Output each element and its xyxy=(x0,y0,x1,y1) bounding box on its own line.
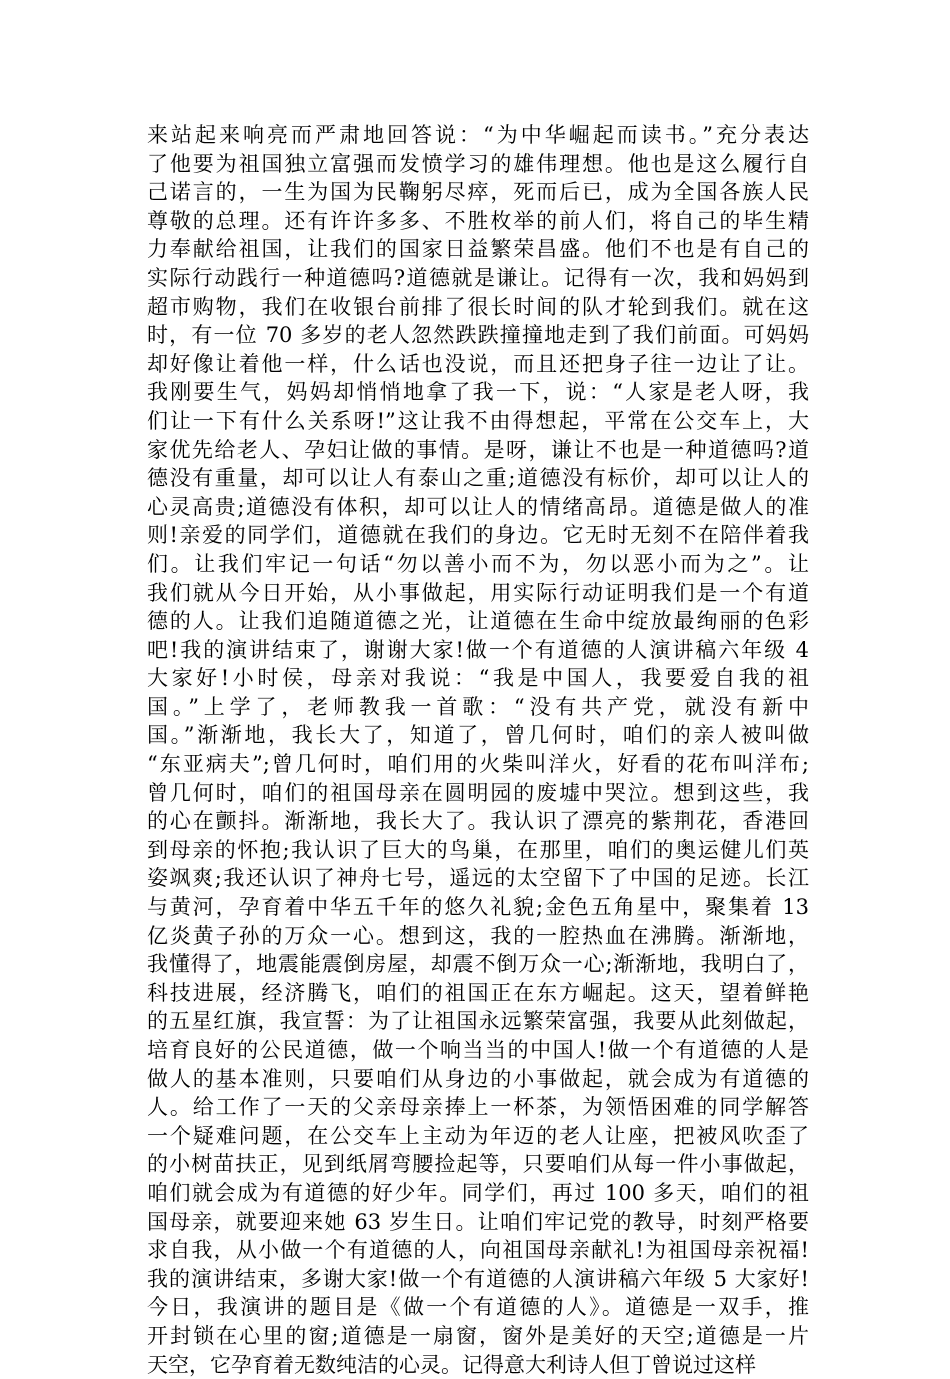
text-line: 力奉献给祖国，让我们的国家日益繁荣昌盛。他们不也是有自己的 xyxy=(147,237,809,262)
text-line: 的五星红旗，我宣誓：为了让祖国永远繁荣富强，我要从此刻做起， xyxy=(147,1009,809,1034)
text-line: 一个疑难问题，在公交车上主动为年迈的老人让座，把被风吹歪了 xyxy=(147,1123,809,1148)
text-line: 心灵高贵;道德没有体积，却可以让人的情绪高昂。道德是做人的准 xyxy=(147,494,809,519)
text-line: 曾几何时，咱们的祖国母亲在圆明园的废墟中哭泣。想到这些，我 xyxy=(147,780,809,805)
text-line: 超市购物，我们在收银台前排了很长时间的队才轮到我们。就在这 xyxy=(147,294,809,319)
text-line: 时，有一位 70 多岁的老人忽然跌跌撞撞地走到了我们前面。可妈妈 xyxy=(147,323,809,348)
text-line: 家优先给老人、孕妇让做的事情。是呀，谦让不也是一种道德吗?道 xyxy=(147,437,809,462)
text-line: 今日，我演讲的题目是《做一个有道德的人》。道德是一双手，推 xyxy=(147,1295,809,1320)
text-line: 了他要为祖国独立富强而发愤学习的雄伟理想。他也是这么履行自 xyxy=(147,151,809,176)
text-line: 大家好!小时侯，母亲对我说：“我是中国人，我要爱自我的祖 xyxy=(147,666,809,691)
text-line: 国母亲，就要迎来她 63 岁生日。让咱们牢记党的教导，时刻严格要 xyxy=(147,1209,809,1234)
text-line: 德没有重量，却可以让人有泰山之重;道德没有标价，却可以让人的 xyxy=(147,466,809,491)
text-line: 亿炎黄子孙的万众一心。想到这，我的一腔热血在沸腾。渐渐地， xyxy=(147,923,809,948)
text-line: 姿飒爽;我还认识了神舟七号，遥远的太空留下了中国的足迹。长江 xyxy=(147,866,809,891)
text-line: 则!亲爱的同学们，道德就在我们的身边。它无时无刻不在陪伴着我 xyxy=(147,523,809,548)
text-line: 我懂得了，地震能震倒房屋，却震不倒万众一心;渐渐地，我明白了， xyxy=(147,952,809,977)
text-line: 天空，它孕育着无数纯洁的心灵。记得意大利诗人但丁曾说过这样 xyxy=(147,1352,756,1377)
text-line: 人。给工作了一天的父亲母亲捧上一杯茶，为领悟困难的同学解答 xyxy=(147,1095,809,1120)
text-line: 我的演讲结束，多谢大家!做一个有道德的人演讲稿六年级 5 大家好! xyxy=(147,1266,809,1291)
text-line: 德的人。让我们追随道德之光，让道德在生命中绽放最绚丽的色彩 xyxy=(147,609,809,634)
text-line: 实际行动践行一种道德吗?道德就是谦让。记得有一次，我和妈妈到 xyxy=(147,265,809,290)
text-line: 科技进展，经济腾飞，咱们的祖国正在东方崛起。这天，望着鲜艳 xyxy=(147,980,809,1005)
text-line: 我们就从今日开始，从小事做起，用实际行动证明我们是一个有道 xyxy=(147,580,809,605)
text-line: 来站起来响亮而严肃地回答说：“为中华崛起而读书。”充分表达 xyxy=(147,123,809,147)
text-line: 开封锁在心里的窗;道德是一扇窗，窗外是美好的天空;道德是一片 xyxy=(147,1323,809,1348)
text-line: 到母亲的怀抱;我认识了巨大的鸟巢，在那里，咱们的奥运健儿们英 xyxy=(147,837,809,862)
text-line: 的小树苗扶正，见到纸屑弯腰捡起等，只要咱们从每一件小事做起， xyxy=(147,1152,809,1177)
text-line: 咱们就会成为有道德的好少年。同学们，再过 100 多天，咱们的祖 xyxy=(147,1180,809,1205)
text-line: 的心在颤抖。渐渐地，我长大了。我认识了漂亮的紫荆花，香港回 xyxy=(147,809,809,834)
text-line: 国。”渐渐地，我长大了，知道了，曾几何时，咱们的亲人被叫做 xyxy=(147,723,809,748)
text-line: 求自我，从小做一个有道德的人，向祖国母亲献礼!为祖国母亲祝福! xyxy=(147,1238,809,1263)
text-line: 己诺言的，一生为国为民鞠躬尽瘁，死而后已，成为全国各族人民 xyxy=(147,180,809,205)
text-line: 吧!我的演讲结束了，谢谢大家!做一个有道德的人演讲稿六年级 4 xyxy=(147,637,809,662)
text-line: 我刚要生气，妈妈却悄悄地拿了我一下，说：“人家是老人呀，我 xyxy=(147,380,809,405)
text-line: 与黄河，孕育着中华五千年的悠久礼貌;金色五角星中，聚集着 13 xyxy=(147,895,809,920)
text-line: 们。让我们牢记一句话“勿以善小而不为，勿以恶小而为之”。让 xyxy=(147,551,809,576)
text-line: “东亚病夫”;曾几何时，咱们用的火柴叫洋火，好看的花布叫洋布; xyxy=(147,752,809,777)
text-line: 国。”上学了，老师教我一首歌：“没有共产党，就没有新中 xyxy=(147,694,809,719)
text-line: 们让一下有什么关系呀!”这让我不由得想起，平常在公交车上，大 xyxy=(147,408,809,433)
body-text xyxy=(147,121,809,1379)
text-line: 培育良好的公民道德，做一个响当当的中国人!做一个有道德的人是 xyxy=(147,1038,809,1062)
text-line: 却好像让着他一样，什么话也没说，而且还把身子往一边让了让。 xyxy=(147,351,809,376)
text-line: 尊敬的总理。还有许许多多、不胜枚举的前人们，将自己的毕生精 xyxy=(147,208,809,233)
text-line: 做人的基本准则，只要咱们从身边的小事做起，就会成为有道德的 xyxy=(147,1066,809,1091)
